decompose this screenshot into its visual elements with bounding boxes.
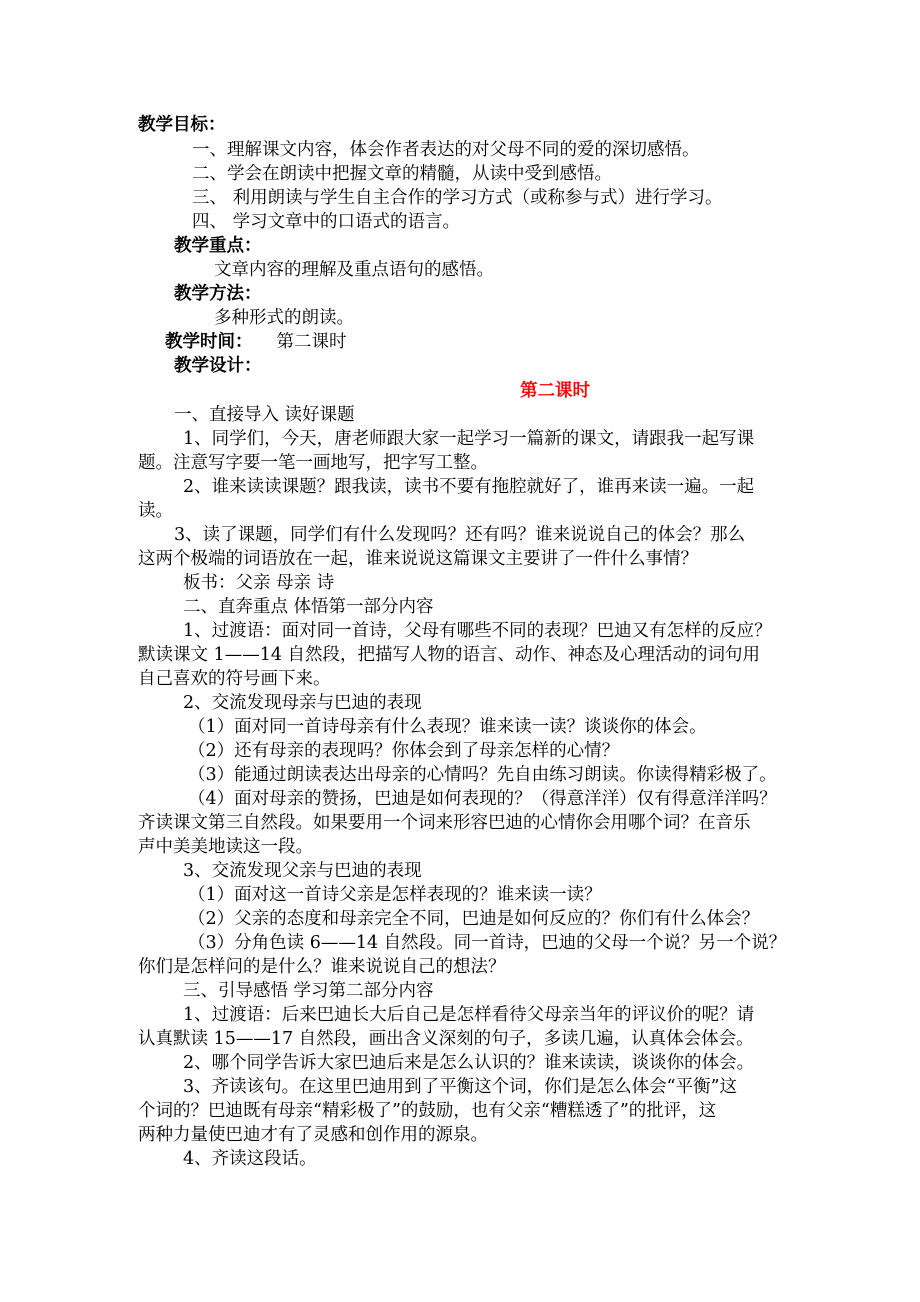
body-line: 4、齐读这段话。 xyxy=(183,1149,317,1169)
objective-item-4: 四、 学习文章中的口语式的语言。 xyxy=(192,212,461,232)
methods-heading: 教学方法： xyxy=(174,284,262,304)
body-line: 默读课文 1——14 自然段，把描写人物的语言、动作、神态及心理活动的词句用 xyxy=(138,645,761,665)
body-line: 1、过渡语：面对同一首诗，父母有哪些不同的表现？巴迪又有怎样的反应？ xyxy=(183,621,772,641)
objective-item-3: 三、 利用朗读与学生自主合作的学习方式（或称参与式）进行学习。 xyxy=(192,188,723,208)
body-line: （2）父亲的态度和母亲完全不同，巴迪是如何反应的？你们有什么体会？ xyxy=(188,909,760,929)
body-line: 3、交流发现父亲与巴迪的表现 xyxy=(183,861,422,881)
body-line: 一、直接导入 读好课题 xyxy=(174,405,355,425)
body-line: 2、谁来读读课题？跟我读，读书不要有拖腔就好了，谁再来读一遍。一起 xyxy=(183,477,755,497)
body-line: 声中美美地读这一段。 xyxy=(138,837,313,857)
body-line: 个词的？巴迪既有母亲“精彩极了”的鼓励，也有父亲“糟糕透了”的批评，这 xyxy=(138,1101,717,1121)
body-line: 你们是怎样问的是什么？谁来说说自己的想法？ xyxy=(138,957,506,977)
body-line: 三、引导感悟 学习第二部分内容 xyxy=(183,981,434,1001)
body-line: 自己喜欢的符号画下来。 xyxy=(138,669,331,689)
body-line: 3、齐读该句。在这里巴迪用到了平衡这个词，你们是怎么体会“平衡”这 xyxy=(183,1077,738,1097)
body-line: 两种力量使巴迪才有了灵感和创作用的源泉。 xyxy=(138,1125,488,1145)
time-heading: 教学时间： xyxy=(165,332,253,352)
body-line: 二、直奔重点 体悟第一部分内容 xyxy=(183,597,434,617)
body-line: （1）面对同一首诗母亲有什么表现？谁来读一读？谈谈你的体会。 xyxy=(188,717,707,737)
body-line: （4）面对母亲的赞扬，巴迪是如何表现的？（得意洋洋）仅有得意洋洋吗？ xyxy=(188,789,777,809)
objectives-heading: 教学目标： xyxy=(138,115,226,135)
body-line: 齐读课文第三自然段。如果要用一个词来形容巴迪的心情你会用哪个词？在音乐 xyxy=(138,813,751,833)
time-content: 第二课时 xyxy=(276,332,347,352)
methods-content: 多种形式的朗读。 xyxy=(214,308,354,328)
objective-item-2: 二、学会在朗读中把握文章的精髓，从读中受到感悟。 xyxy=(192,164,612,184)
body-line: （3）分角色读 6——14 自然段。同一首诗，巴迪的父母一个说？另一个说？ xyxy=(188,933,787,953)
body-line: （1）面对这一首诗父亲是怎样表现的？谁来读一读？ xyxy=(188,885,602,905)
time-row xyxy=(165,331,347,353)
key-points-heading: 教学重点： xyxy=(174,236,262,256)
objective-item-1: 一、理解课文内容，体会作者表达的对父母不同的爱的深切感悟。 xyxy=(192,140,700,160)
body-line: 3、读了课题，同学们有什么发现吗？还有吗？谁来说说自己的体会？那么 xyxy=(174,525,746,545)
body-line: 2、交流发现母亲与巴迪的表现 xyxy=(183,693,422,713)
body-line: 认真默读 15——17 自然段，画出含义深刻的句子，多读几遍，认真体会体会。 xyxy=(138,1029,754,1049)
body-line: 1、过渡语：后来巴迪长大后自己是怎样看待父母亲当年的评议价的呢？请 xyxy=(183,1005,755,1025)
body-line: （2）还有母亲的表现吗？你体会到了母亲怎样的心情？ xyxy=(188,741,620,761)
body-line: 1、同学们，今天，唐老师跟大家一起学习一篇新的课文，请跟我一起写课 xyxy=(183,429,755,449)
body-line: 2、哪个同学告诉大家巴迪后来是怎么认识的？谁来读读，谈谈你的体会。 xyxy=(183,1053,755,1073)
body-line: 题。注意写字要一笔一画地写，把字写工整。 xyxy=(138,453,488,473)
lesson-title: 第二课时 xyxy=(520,381,590,401)
body-line: 这两个极端的词语放在一起，谁来说说这篇课文主要讲了一件什么事情？ xyxy=(138,549,698,569)
body-line: （3）能通过朗读表达出母亲的心情吗？先自由练习朗读。你读得精彩极了。 xyxy=(188,765,777,785)
body-line: 读。 xyxy=(138,501,173,521)
key-points-content: 文章内容的理解及重点语句的感悟。 xyxy=(214,260,494,280)
design-heading: 教学设计： xyxy=(174,356,262,376)
body-line: 板书：父亲 母亲 诗 xyxy=(183,573,335,593)
